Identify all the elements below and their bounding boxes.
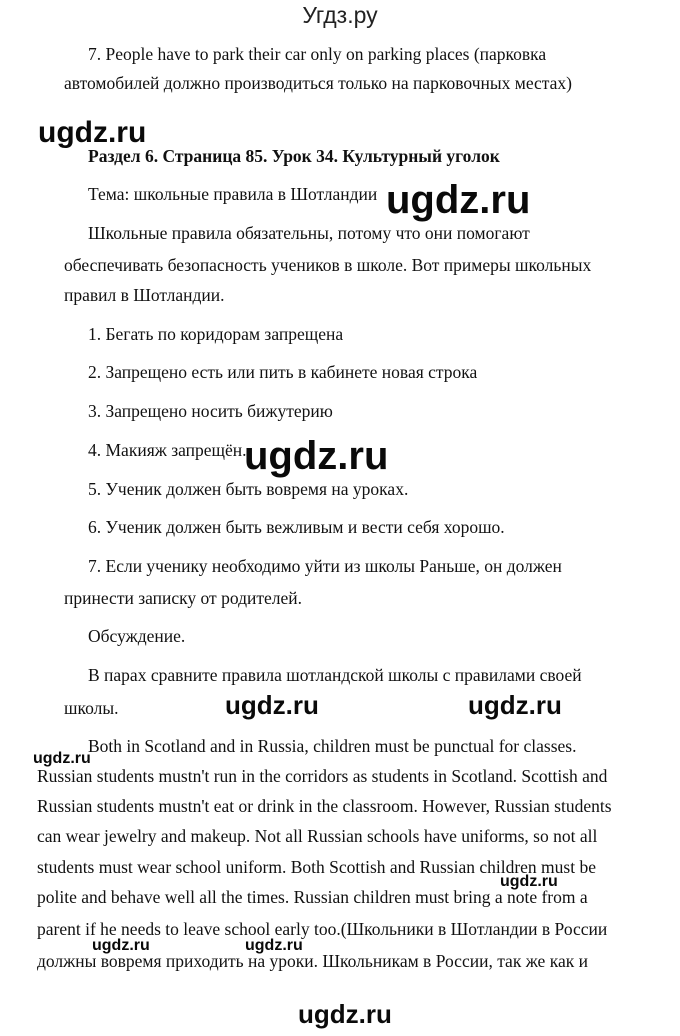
watermark: ugdz.ru: [244, 434, 389, 478]
task-line-1: В парах сравните правила шотландской школы с правилами своей: [88, 665, 582, 685]
watermark: ugdz.ru: [92, 937, 150, 954]
answer-line-8: должны вовремя приходить на уроки. Школьникам в России, так же как и: [37, 951, 588, 971]
section-heading: Раздел 6. Страница 85. Урок 34. Культурный уголок: [88, 146, 500, 166]
intro-paragraph-line-1: Школьные правила обязательны, потому что они помогают: [88, 223, 530, 243]
watermark: ugdz.ru: [225, 690, 319, 720]
rule-item-4: 4. Макияж запрещён.: [88, 440, 247, 460]
rule-item-6: 6. Ученик должен быть вежливым и вести себя хорошо.: [88, 517, 505, 537]
answer-line-1: Both in Scotland and in Russia, children must be punctual for classes.: [88, 736, 577, 756]
watermark: ugdz.ru: [38, 116, 147, 149]
rule-item-3: 3. Запрещено носить бижутерию: [88, 401, 333, 421]
rule-item-5: 5. Ученик должен быть вовремя на уроках.: [88, 479, 409, 499]
answer-line-2: Russian students mustn't run in the corridors as students in Scotland. Scottish and: [37, 766, 608, 786]
answer-line-7: parent if he needs to leave school early too.(Школьники в Шотландии в России: [37, 919, 608, 939]
watermark: ugdz.ru: [468, 690, 562, 720]
intro-item-line-1: 7. People have to park their car only on parking places (парковка: [88, 44, 547, 64]
topic-line: Тема: школьные правила в Шотландии: [88, 184, 378, 204]
rule-item-7-line-1: 7. Если ученику необходимо уйти из школы Раньше, он должен: [88, 556, 562, 576]
answer-line-5: students must wear school uniform. Both Scottish and Russian children must be: [37, 857, 596, 877]
intro-paragraph-line-2: обеспечивать безопасность учеников в школе. Вот примеры школьных: [64, 255, 592, 275]
site-title[interactable]: Угдз.ру: [302, 2, 378, 28]
answer-line-6: polite and behave well all the times. Russian children must bring a note from a: [37, 887, 588, 907]
task-line-2: школы.: [64, 698, 119, 718]
rule-item-1: 1. Бегать по коридорам запрещена: [88, 324, 344, 344]
watermark: ugdz.ru: [245, 937, 303, 954]
watermark: ugdz.ru: [500, 873, 558, 890]
discussion-label: Обсуждение.: [88, 626, 186, 646]
rule-item-7-line-2: принести записку от родителей.: [64, 588, 302, 608]
rule-item-2: 2. Запрещено есть или пить в кабинете новая строка: [88, 362, 478, 382]
intro-item-line-2: автомобилей должно производиться только на парковочных местах): [64, 73, 573, 93]
watermark: ugdz.ru: [33, 750, 91, 767]
answer-line-3: Russian students mustn't eat or drink in the classroom. However, Russian students: [37, 796, 612, 816]
watermark: ugdz.ru: [386, 178, 531, 222]
watermark: ugdz.ru: [298, 999, 392, 1029]
intro-paragraph-line-3: правил в Шотландии.: [64, 285, 225, 305]
answer-line-4: can wear jewelry and makeup. Not all Russian schools have uniforms, so not all: [37, 826, 598, 846]
